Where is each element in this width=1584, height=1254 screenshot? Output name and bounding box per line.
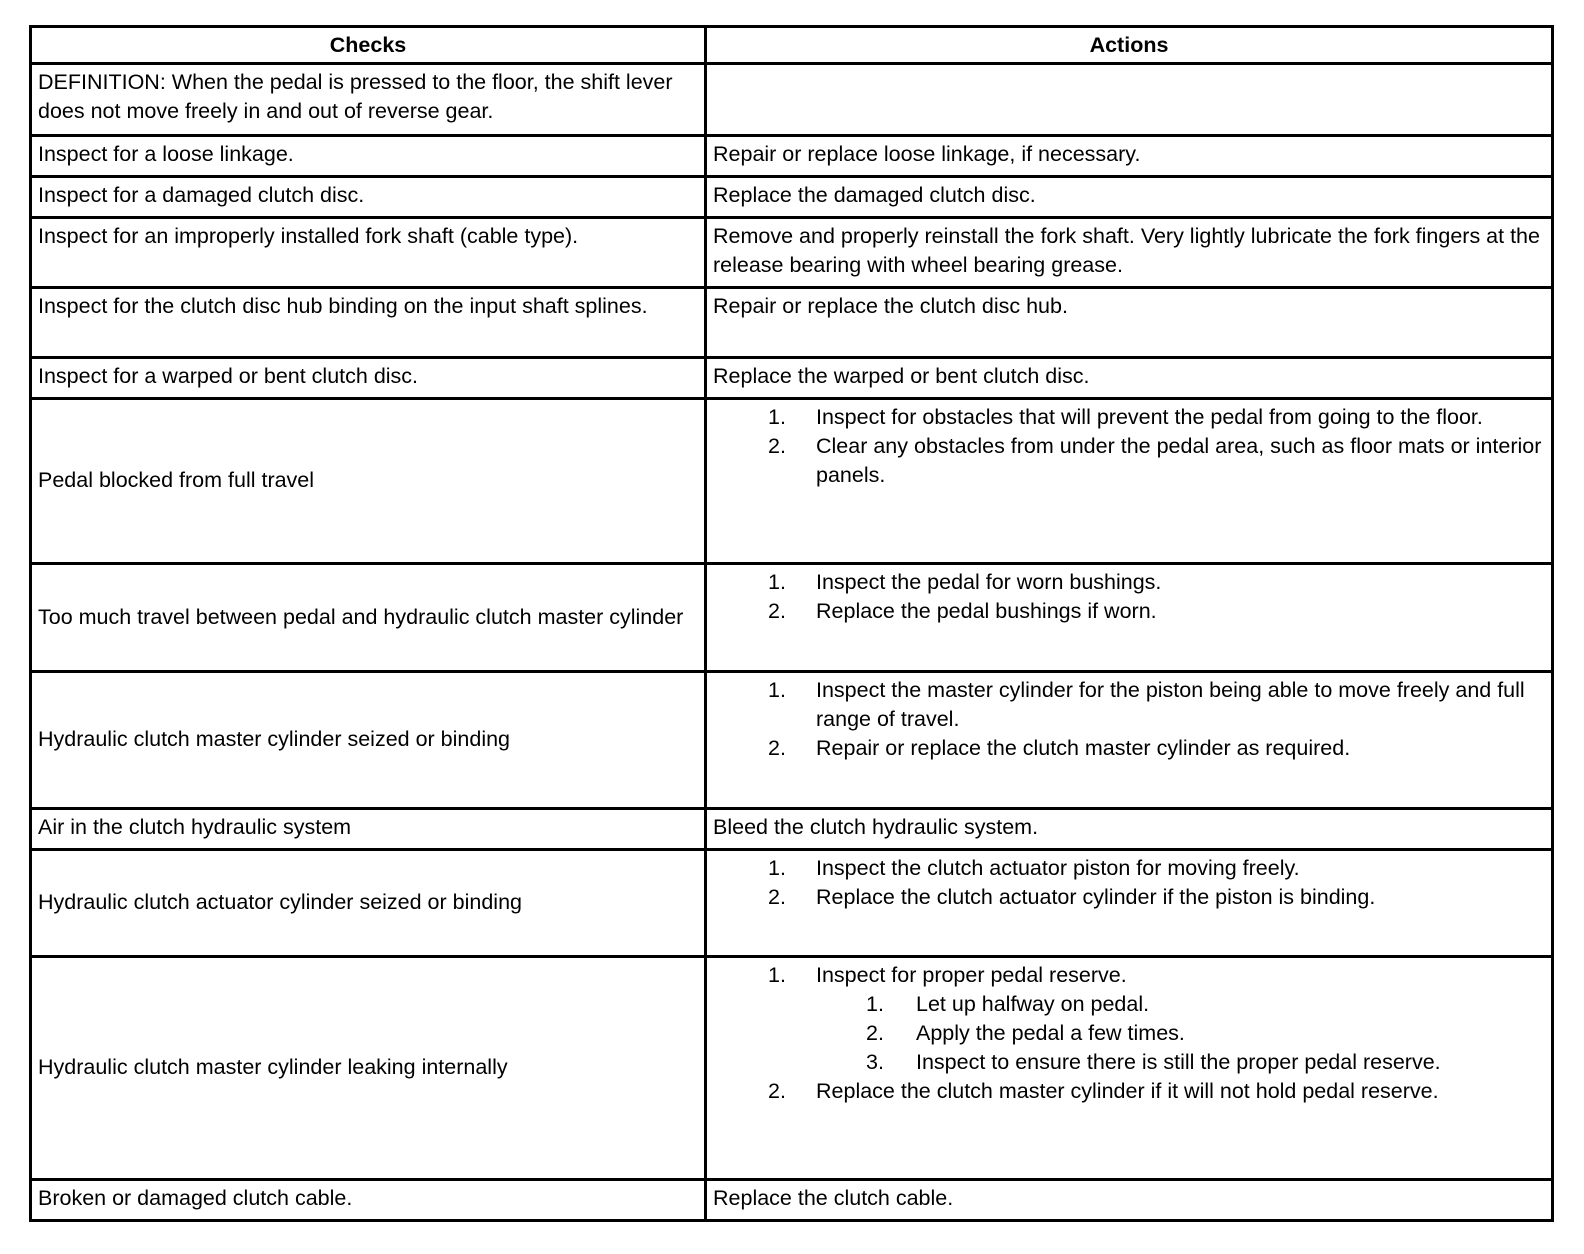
table-row (31, 809, 1553, 850)
action-step (713, 676, 1545, 734)
step-number: 2. (768, 885, 786, 909)
step-number: 1. (768, 963, 786, 987)
table-row (31, 136, 1553, 177)
check-cell: Hydraulic clutch actuator cylinder seized or binding (31, 850, 706, 957)
step-text: Inspect for proper pedal reserve. (816, 963, 1127, 987)
action-cell: Repair or replace loose linkage, if necessary. (706, 136, 1553, 177)
action-step (713, 883, 1545, 912)
step-text: Replace the clutch actuator cylinder if the piston is binding. (816, 885, 1376, 909)
action-step (713, 568, 1545, 597)
table-row (31, 64, 1553, 136)
check-cell: Inspect for a warped or bent clutch disc. (31, 358, 706, 399)
table-row (31, 358, 1553, 399)
action-substep (816, 990, 1545, 1019)
action-cell (706, 850, 1553, 957)
check-cell: Air in the clutch hydraulic system (31, 809, 706, 850)
check-cell: DEFINITION: When the pedal is pressed to the floor, the shift lever does not move freely in and out of reverse gear. (31, 64, 706, 136)
action-steps (713, 854, 1545, 912)
action-cell: Bleed the clutch hydraulic system. (706, 809, 1553, 850)
action-cell: Replace the warped or bent clutch disc. (706, 358, 1553, 399)
step-number: 2. (768, 1079, 786, 1103)
table-row (31, 218, 1553, 288)
substep-number: 2. (866, 1021, 884, 1045)
check-cell: Inspect for an improperly installed fork shaft (cable type). (31, 218, 706, 288)
substep-text: Apply the pedal a few times. (916, 1021, 1185, 1045)
step-text: Inspect the clutch actuator piston for moving freely. (816, 856, 1300, 880)
action-steps (713, 961, 1545, 1106)
table-header-row (31, 27, 1553, 64)
step-number: 1. (768, 678, 786, 702)
step-text: Repair or replace the clutch master cylinder as required. (816, 736, 1351, 760)
step-text: Replace the clutch master cylinder if it will not hold pedal reserve. (816, 1079, 1439, 1103)
step-text: Clear any obstacles from under the pedal area, such as floor mats or interior panels. (816, 434, 1542, 487)
action-cell (706, 64, 1553, 136)
step-number: 2. (768, 434, 786, 458)
action-step (713, 1077, 1545, 1106)
action-steps (713, 403, 1545, 490)
step-text: Replace the pedal bushings if worn. (816, 599, 1157, 623)
actions-header: Actions (706, 27, 1553, 64)
check-cell: Hydraulic clutch master cylinder leaking internally (31, 957, 706, 1180)
action-cell: Replace the damaged clutch disc. (706, 177, 1553, 218)
action-cell (706, 672, 1553, 809)
step-number: 2. (768, 736, 786, 760)
check-cell: Inspect for a damaged clutch disc. (31, 177, 706, 218)
action-step (713, 432, 1545, 490)
step-number: 1. (768, 570, 786, 594)
table-row (31, 177, 1553, 218)
diagnostic-table (29, 25, 1554, 1222)
action-steps (713, 676, 1545, 763)
substep-number: 1. (866, 992, 884, 1016)
action-substeps (816, 990, 1545, 1077)
action-substep (816, 1019, 1545, 1048)
action-step (713, 961, 1545, 1077)
table-row (31, 288, 1553, 358)
substep-text: Inspect to ensure there is still the proper pedal reserve. (916, 1050, 1441, 1074)
check-cell: Inspect for a loose linkage. (31, 136, 706, 177)
action-step (713, 403, 1545, 432)
check-cell: Pedal blocked from full travel (31, 399, 706, 564)
step-text: Inspect the master cylinder for the piston being able to move freely and full range of travel. (816, 678, 1525, 731)
step-number: 1. (768, 856, 786, 880)
action-step (713, 597, 1545, 626)
check-cell: Broken or damaged clutch cable. (31, 1180, 706, 1221)
check-cell: Hydraulic clutch master cylinder seized or binding (31, 672, 706, 809)
check-cell: Inspect for the clutch disc hub binding on the input shaft splines. (31, 288, 706, 358)
action-cell: Remove and properly reinstall the fork shaft. Very lightly lubricate the fork fingers at the release bearing with wheel bearing grease. (706, 218, 1553, 288)
table-row (31, 957, 1553, 1180)
action-cell: Replace the clutch cable. (706, 1180, 1553, 1221)
table-row (31, 564, 1553, 672)
action-steps (713, 568, 1545, 626)
table-row (31, 1180, 1553, 1221)
substep-text: Let up halfway on pedal. (916, 992, 1150, 1016)
step-number: 2. (768, 599, 786, 623)
action-cell (706, 564, 1553, 672)
step-number: 1. (768, 405, 786, 429)
table-row (31, 672, 1553, 809)
action-cell: Repair or replace the clutch disc hub. (706, 288, 1553, 358)
step-text: Inspect for obstacles that will prevent the pedal from going to the floor. (816, 405, 1483, 429)
step-text: Inspect the pedal for worn bushings. (816, 570, 1162, 594)
substep-number: 3. (866, 1050, 884, 1074)
action-cell (706, 399, 1553, 564)
checks-header: Checks (31, 27, 706, 64)
action-step (713, 854, 1545, 883)
action-cell (706, 957, 1553, 1180)
table-row (31, 850, 1553, 957)
action-step (713, 734, 1545, 763)
table-row (31, 399, 1553, 564)
check-cell: Too much travel between pedal and hydraulic clutch master cylinder (31, 564, 706, 672)
action-substep (816, 1048, 1545, 1077)
